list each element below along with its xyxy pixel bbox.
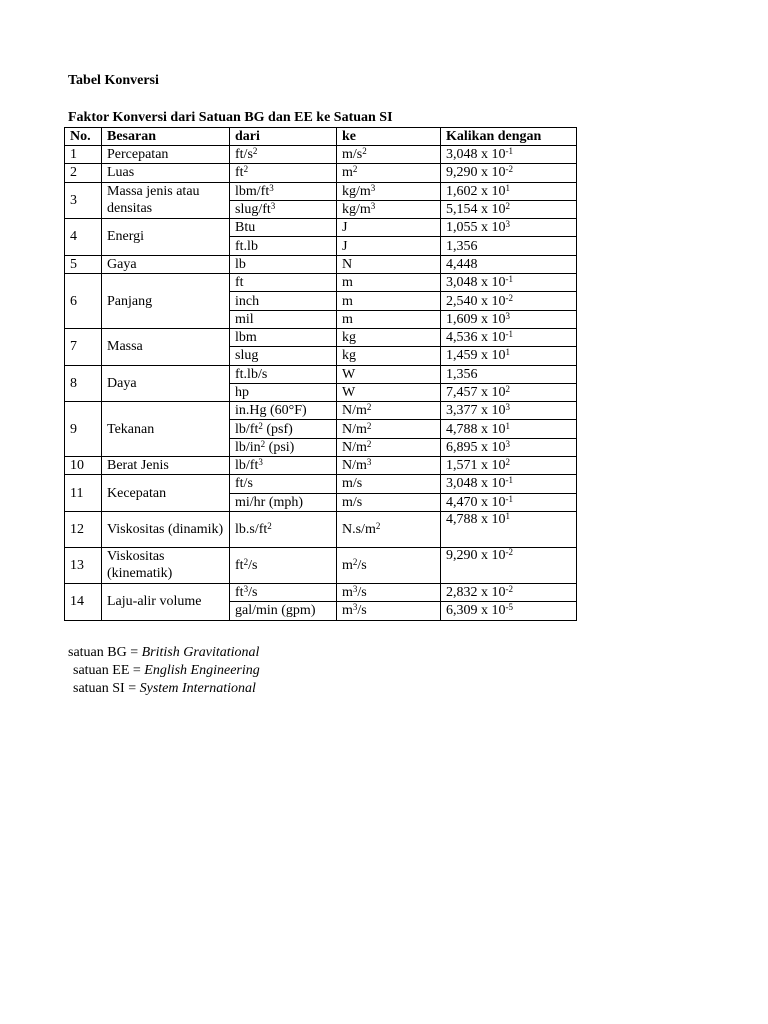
cell-dari <box>230 237 337 255</box>
cell-dari-text: ft <box>235 275 244 291</box>
cell-dari-text: lb/ft <box>235 421 259 437</box>
cell-ke <box>337 475 441 493</box>
cell-ke-superscript: 2 <box>366 438 372 449</box>
cell-ke-suffix: /s <box>357 603 367 619</box>
cell-no: 3 <box>65 182 102 219</box>
header-dari: dari <box>230 128 337 146</box>
cell-dari <box>230 583 337 601</box>
factor-exponent: -1 <box>505 475 513 486</box>
factor-exponent: -1 <box>505 274 513 285</box>
cell-dari <box>230 219 337 237</box>
cell-dari <box>230 602 337 620</box>
cell-dari <box>230 200 337 218</box>
cell-kalikan <box>441 402 577 420</box>
cell-besaran: Massa <box>102 328 230 365</box>
table-row <box>65 146 577 164</box>
cell-besaran: Daya <box>102 365 230 402</box>
factor-mantissa: 6,309 x 10 <box>446 603 506 619</box>
cell-kalikan <box>441 383 577 401</box>
cell-dari-suffix: /s <box>248 585 258 601</box>
cell-ke <box>337 547 441 583</box>
notes <box>68 644 260 698</box>
cell-no: 6 <box>65 274 102 329</box>
cell-no: 1 <box>65 146 102 164</box>
cell-besaran: Viskositas (dinamik) <box>102 511 230 547</box>
cell-ke-text: m <box>342 293 353 309</box>
table-row <box>65 219 577 237</box>
factor-mantissa: 9,290 x 10 <box>446 547 506 563</box>
factor-mantissa: 3,048 x 10 <box>446 476 506 492</box>
cell-besaran: Berat Jenis <box>102 457 230 475</box>
factor-mantissa: 3,377 x 10 <box>446 403 506 419</box>
cell-no: 14 <box>65 583 102 620</box>
cell-besaran: Tekanan <box>102 402 230 457</box>
factor-mantissa: 1,055 x 10 <box>446 220 506 236</box>
cell-no: 13 <box>65 547 102 583</box>
cell-ke <box>337 347 441 365</box>
cell-ke <box>337 310 441 328</box>
cell-kalikan <box>441 457 577 475</box>
cell-dari-text: slug <box>235 348 259 364</box>
cell-dari <box>230 146 337 164</box>
cell-dari-text: ft.lb/s <box>235 366 268 382</box>
factor-mantissa: 4,448 <box>446 256 478 272</box>
cell-dari-superscript: 2 <box>252 146 258 157</box>
cell-kalikan <box>441 164 577 182</box>
cell-ke <box>337 146 441 164</box>
note-bg <box>68 644 260 662</box>
note-si <box>68 680 260 698</box>
cell-no: 8 <box>65 365 102 402</box>
factor-mantissa: 4,788 x 10 <box>446 421 506 437</box>
cell-dari-superscript: 2 <box>267 520 272 531</box>
cell-ke <box>337 365 441 383</box>
cell-ke <box>337 420 441 438</box>
cell-dari-text: inch <box>235 293 260 309</box>
cell-kalikan <box>441 146 577 164</box>
table-row <box>65 583 577 601</box>
cell-dari-text: lbm <box>235 330 257 346</box>
factor-exponent: -2 <box>505 584 513 595</box>
cell-ke-superscript: 2 <box>375 520 381 531</box>
cell-ke <box>337 292 441 310</box>
cell-dari-text: lbm/ft <box>235 183 270 199</box>
cell-ke <box>337 255 441 273</box>
cell-ke-text: kg <box>342 330 356 346</box>
cell-dari-text: lb/ft <box>235 458 259 474</box>
cell-ke <box>337 182 441 200</box>
cell-ke-superscript: 2 <box>362 146 367 157</box>
cell-dari-text: ft/s <box>235 147 253 163</box>
factor-exponent: 2 <box>505 384 510 394</box>
cell-dari <box>230 383 337 401</box>
cell-kalikan <box>441 602 577 620</box>
cell-dari-text: mil <box>235 311 254 327</box>
cell-ke <box>337 328 441 346</box>
factor-mantissa: 1,356 <box>446 366 478 382</box>
cell-kalikan <box>441 583 577 601</box>
factor-exponent: 3 <box>505 219 510 230</box>
cell-ke-text: N.s/m <box>342 521 376 537</box>
table-body <box>65 146 577 621</box>
cell-dari-text: ft <box>235 585 244 601</box>
cell-besaran: Kecepatan <box>102 475 230 512</box>
cell-ke-text: kg <box>342 348 356 364</box>
cell-dari <box>230 511 337 547</box>
cell-kalikan <box>441 255 577 273</box>
factor-mantissa: 9,290 x 10 <box>446 165 506 181</box>
cell-dari <box>230 547 337 583</box>
factor-mantissa: 1,602 x 10 <box>446 183 506 199</box>
cell-kalikan <box>441 438 577 456</box>
cell-dari <box>230 493 337 511</box>
factor-exponent: -5 <box>505 602 513 613</box>
cell-ke <box>337 493 441 511</box>
cell-kalikan <box>441 274 577 292</box>
cell-dari <box>230 475 337 493</box>
cell-kalikan <box>441 511 577 547</box>
table-row <box>65 274 577 292</box>
cell-kalikan <box>441 328 577 346</box>
cell-dari <box>230 255 337 273</box>
cell-no: 5 <box>65 255 102 273</box>
cell-kalikan <box>441 310 577 328</box>
cell-dari <box>230 274 337 292</box>
cell-dari-text: mi/hr (mph) <box>235 494 304 510</box>
table-row <box>65 255 577 273</box>
factor-exponent: -2 <box>505 164 513 175</box>
cell-dari <box>230 182 337 200</box>
cell-dari <box>230 420 337 438</box>
cell-dari-text: hp <box>235 385 249 400</box>
table-row <box>65 457 577 475</box>
table-row <box>65 182 577 200</box>
note-ee <box>68 662 260 680</box>
header-no: No. <box>65 128 102 146</box>
factor-exponent: -2 <box>505 292 513 303</box>
cell-ke-text: J <box>342 220 348 236</box>
cell-ke-superscript: 2 <box>366 402 372 413</box>
cell-dari-superscript: 2 <box>243 164 249 175</box>
cell-ke-text: J <box>342 238 348 254</box>
factor-mantissa: 7,457 x 10 <box>446 385 506 400</box>
cell-ke-superscript: 3 <box>370 182 376 193</box>
cell-dari-text: ft.lb <box>235 238 258 254</box>
cell-ke-suffix: /s <box>357 557 367 573</box>
cell-dari-text: lb/in <box>235 439 261 455</box>
cell-dari-superscript: 3 <box>258 457 263 468</box>
table-row <box>65 511 577 547</box>
cell-kalikan <box>441 182 577 200</box>
cell-dari <box>230 292 337 310</box>
cell-ke <box>337 438 441 456</box>
cell-besaran: Gaya <box>102 255 230 273</box>
factor-mantissa: 1,356 <box>446 238 478 254</box>
cell-besaran: Energi <box>102 219 230 256</box>
cell-ke-text: N/m <box>342 458 367 474</box>
cell-besaran: Luas <box>102 164 230 182</box>
cell-ke-superscript: 3 <box>352 584 358 595</box>
cell-dari-superscript: 3 <box>269 182 274 193</box>
cell-no: 7 <box>65 328 102 365</box>
factor-exponent: -2 <box>505 547 513 557</box>
factor-mantissa: 5,154 x 10 <box>446 202 506 218</box>
cell-no: 11 <box>65 475 102 512</box>
cell-dari <box>230 347 337 365</box>
header-ke: ke <box>337 128 441 146</box>
cell-dari <box>230 402 337 420</box>
cell-ke <box>337 511 441 547</box>
cell-ke-text: N/m <box>342 421 367 437</box>
note-prefix: satuan EE = <box>73 663 145 678</box>
cell-dari-superscript: 2 <box>258 420 263 431</box>
cell-besaran: Percepatan <box>102 146 230 164</box>
table-row <box>65 164 577 182</box>
cell-besaran: Laju-alir volume <box>102 583 230 620</box>
cell-no: 10 <box>65 457 102 475</box>
cell-dari-text: lb.s/ft <box>235 521 268 537</box>
cell-ke-text: kg/m <box>342 202 371 218</box>
cell-dari-suffix: (psf) <box>262 421 293 437</box>
factor-mantissa: 2,832 x 10 <box>446 585 506 601</box>
note-term: System International <box>139 681 256 696</box>
cell-ke-text: m <box>342 585 353 601</box>
factor-mantissa: 1,459 x 10 <box>446 348 506 364</box>
factor-exponent: 3 <box>505 402 510 413</box>
cell-ke <box>337 219 441 237</box>
cell-dari-superscript: 2 <box>243 556 249 567</box>
factor-exponent: 1 <box>505 511 510 521</box>
table-row <box>65 475 577 493</box>
table-row <box>65 365 577 383</box>
cell-dari <box>230 365 337 383</box>
cell-dari-suffix: /s <box>248 557 258 573</box>
cell-ke-superscript: 3 <box>370 201 376 212</box>
conversion-table <box>64 127 577 621</box>
cell-kalikan <box>441 547 577 583</box>
cell-dari <box>230 438 337 456</box>
cell-kalikan <box>441 347 577 365</box>
note-prefix: satuan SI = <box>73 681 140 696</box>
cell-kalikan <box>441 219 577 237</box>
cell-dari-text: lb <box>235 256 246 272</box>
cell-kalikan <box>441 200 577 218</box>
cell-besaran: Massa jenis atau densitas <box>102 182 230 219</box>
cell-dari-suffix: (psi) <box>265 439 295 455</box>
cell-kalikan <box>441 475 577 493</box>
table-row <box>65 328 577 346</box>
cell-besaran: Viskositas (kinematik) <box>102 547 230 583</box>
cell-ke-superscript: 2 <box>366 420 372 431</box>
cell-ke-text: m <box>342 557 353 573</box>
cell-dari <box>230 164 337 182</box>
note-term: British Gravitational <box>141 645 260 660</box>
cell-kalikan <box>441 292 577 310</box>
factor-exponent: 2 <box>505 201 510 212</box>
cell-ke-text: m/s <box>342 147 363 163</box>
factor-mantissa: 1,571 x 10 <box>446 458 506 474</box>
cell-dari-text: gal/min (gpm) <box>235 603 316 619</box>
cell-ke-text: m/s <box>342 494 363 510</box>
factor-mantissa: 6,895 x 10 <box>446 439 506 455</box>
header-besaran: Besaran <box>102 128 230 146</box>
table-header-row <box>65 128 577 146</box>
cell-ke-text: N <box>342 256 353 272</box>
cell-ke-text: m <box>342 603 353 619</box>
cell-ke <box>337 402 441 420</box>
cell-no: 4 <box>65 219 102 256</box>
cell-ke <box>337 583 441 601</box>
cell-ke <box>337 200 441 218</box>
factor-mantissa: 4,536 x 10 <box>446 330 506 346</box>
cell-ke <box>337 237 441 255</box>
factor-exponent: -1 <box>505 329 513 340</box>
cell-kalikan <box>441 237 577 255</box>
table-row <box>65 547 577 583</box>
factor-exponent: 3 <box>505 310 510 321</box>
cell-dari-text: in.Hg (60°F) <box>235 403 307 419</box>
cell-ke-text: m <box>342 311 353 327</box>
note-term: English Engineering <box>144 663 260 678</box>
note-prefix: satuan BG = <box>68 645 142 660</box>
cell-ke-text: kg/m <box>342 183 371 199</box>
factor-exponent: 1 <box>505 182 510 193</box>
cell-dari-text: ft/s <box>235 476 253 492</box>
factor-exponent: 3 <box>505 438 510 449</box>
factor-exponent: 2 <box>505 457 510 468</box>
cell-ke-superscript: 2 <box>352 164 358 175</box>
cell-ke-text: N/m <box>342 439 367 455</box>
cell-dari-text: Btu <box>235 220 256 236</box>
factor-exponent: 1 <box>505 347 510 358</box>
cell-dari <box>230 328 337 346</box>
cell-ke-text: N/m <box>342 403 367 419</box>
cell-ke <box>337 274 441 292</box>
factor-mantissa: 4,470 x 10 <box>446 494 506 510</box>
factor-exponent: 1 <box>505 420 510 431</box>
cell-dari <box>230 457 337 475</box>
cell-dari <box>230 310 337 328</box>
cell-no: 2 <box>65 164 102 182</box>
cell-ke-text: W <box>342 385 356 400</box>
cell-dari-superscript: 2 <box>260 438 266 449</box>
cell-dari-text: slug/ft <box>235 202 271 218</box>
table-title: Faktor Konversi dari Satuan BG dan EE ke Satuan SI <box>68 110 393 125</box>
cell-no: 12 <box>65 511 102 547</box>
cell-ke <box>337 383 441 401</box>
factor-mantissa: 4,788 x 10 <box>446 511 506 527</box>
factor-mantissa: 3,048 x 10 <box>446 147 506 163</box>
cell-kalikan <box>441 420 577 438</box>
cell-ke-text: W <box>342 366 356 382</box>
factor-mantissa: 2,540 x 10 <box>446 293 506 309</box>
table-row <box>65 402 577 420</box>
cell-ke-superscript: 2 <box>352 556 358 567</box>
header-kalikan-dengan: Kalikan dengan <box>441 128 577 146</box>
cell-dari-text: ft <box>235 165 244 181</box>
cell-ke <box>337 602 441 620</box>
cell-ke <box>337 164 441 182</box>
factor-mantissa: 3,048 x 10 <box>446 275 506 291</box>
cell-ke-suffix: /s <box>357 585 367 601</box>
cell-dari-superscript: 3 <box>243 584 249 595</box>
cell-dari-text: ft <box>235 557 244 573</box>
cell-besaran: Panjang <box>102 274 230 329</box>
cell-ke <box>337 457 441 475</box>
cell-dari-superscript: 3 <box>270 201 276 212</box>
factor-exponent: -1 <box>505 493 513 504</box>
cell-no: 9 <box>65 402 102 457</box>
factor-exponent: -1 <box>505 146 513 157</box>
cell-kalikan <box>441 365 577 383</box>
cell-ke-text: m <box>342 165 353 181</box>
cell-kalikan <box>441 493 577 511</box>
cell-ke-superscript: 3 <box>352 602 358 613</box>
document-title: Tabel Konversi <box>68 73 159 88</box>
cell-ke-text: m/s <box>342 476 363 492</box>
cell-ke-text: m <box>342 275 353 291</box>
cell-ke-superscript: 3 <box>366 457 372 468</box>
factor-mantissa: 1,609 x 10 <box>446 311 506 327</box>
